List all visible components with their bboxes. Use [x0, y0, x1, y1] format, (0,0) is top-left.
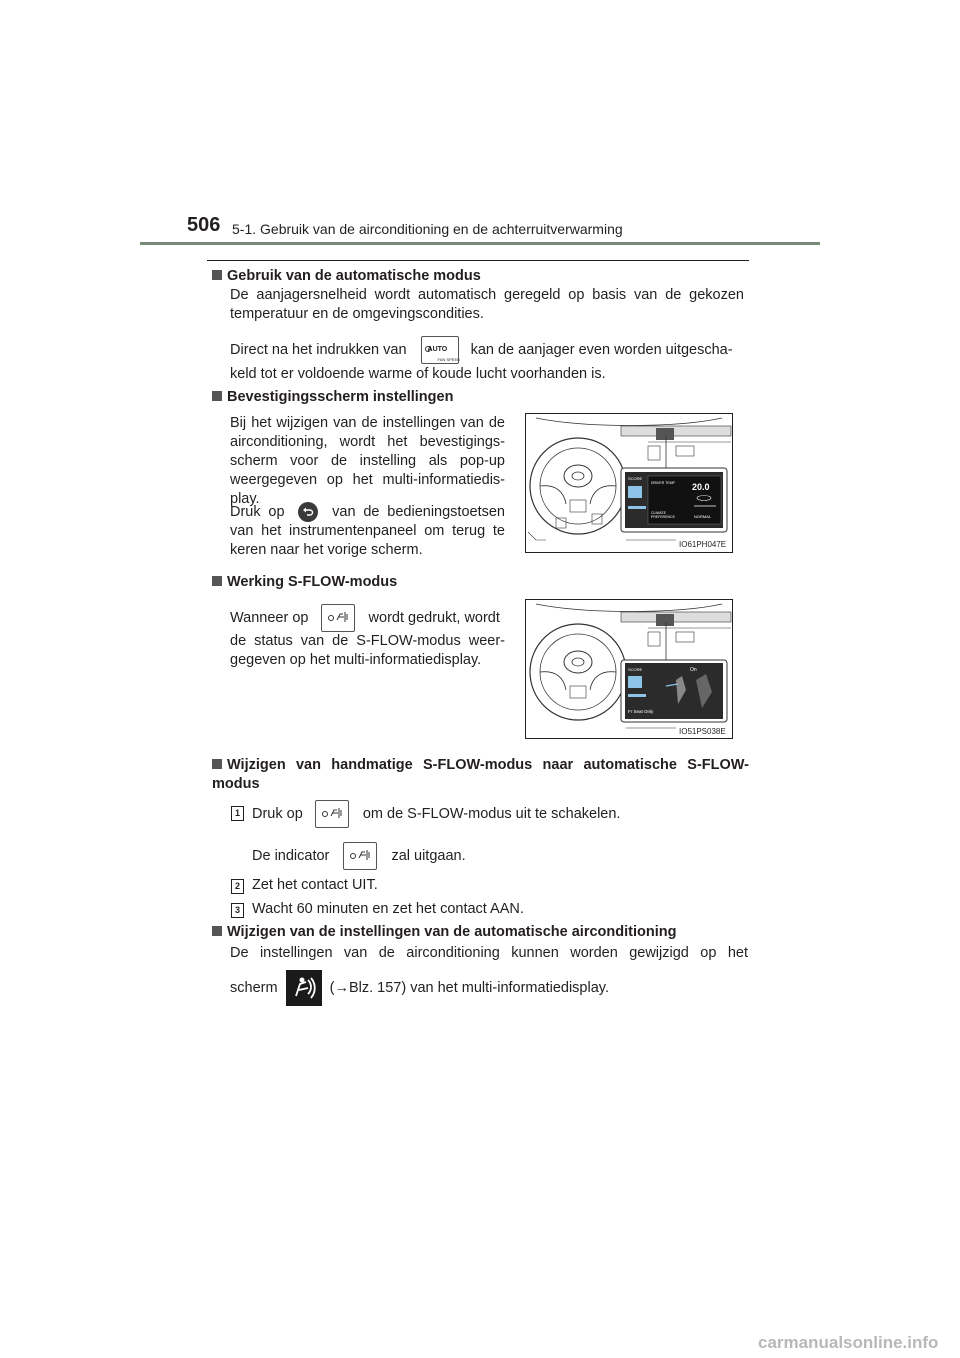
display-temp-value: 20.0	[692, 482, 710, 492]
bullet-square-icon	[212, 576, 222, 586]
section-rule	[207, 260, 749, 261]
change-settings-line1: De instellingen van de airconditioning kunnen worden gewijzigd op het	[230, 945, 748, 961]
sflow-button-icon	[321, 604, 355, 632]
step-number-2: 2	[231, 879, 244, 894]
chapter-title: 5-1. Gebruik van de airconditioning en de achterruitverwarming	[232, 221, 623, 237]
auto-mode-para2: Direct na het indrukken van AUTO FAN SPEED kan de aanjager even worden uitgescha-	[230, 336, 750, 364]
display-on: On	[690, 667, 697, 673]
step-1-text: Druk op om de S-FLOW-modus uit te schakelen.	[252, 800, 620, 828]
display-seat-only: Fr Seat Only	[628, 709, 654, 714]
page-number: 506	[187, 214, 221, 236]
figure-code-1: IO61PH047E	[679, 540, 727, 549]
display-score-2: SCORE	[628, 667, 643, 672]
step-3-text: Wacht 60 minuten en zet het contact AAN.	[252, 901, 524, 917]
step-2-text: Zet het contact UIT.	[252, 877, 378, 893]
auto-button-icon: AUTO FAN SPEED	[421, 336, 459, 364]
figure-code-2: IO51PS038E	[679, 727, 726, 736]
figure-dashboard-confirm	[525, 413, 733, 553]
change-settings-line2: scherm (→Blz. 157) van het multi-informatiedisplay.	[230, 970, 609, 1006]
step-number-1: 1	[231, 806, 244, 821]
confirm-screen-para1: Bij het wijzigen van de instellingen van de airconditioning, wordt het bevestigings-scherm voor de instelling als pop-up weergegeven op het multi-informatiedis-play.	[230, 415, 505, 507]
display-normal: NORMAL	[694, 514, 712, 519]
back-button-icon	[298, 502, 318, 522]
indicator-text: De indicator zal uitgaan.	[252, 842, 466, 870]
display-score: SCORE	[628, 476, 643, 481]
sflow-para-line1: Wanneer op wordt gedrukt, wordt	[230, 604, 510, 632]
confirm-screen-para2: Druk op van de bedieningstoetsen van het instrumentenpaneel om terug te keren naar het vorige scherm.	[230, 503, 505, 558]
auto-mode-para1: De aanjagersnelheid wordt automatisch geregeld op basis van de gekozen temperatuur en de omgevingscondities.	[230, 287, 744, 322]
figure-dashboard-sflow	[525, 599, 733, 739]
heading-manual-to-auto: Wijzigen van handmatige S-FLOW-modus naar automatische S-FLOW-modus	[212, 757, 749, 792]
watermark: carmanualsonline.info	[758, 1333, 939, 1352]
auto-mode-para2-line2: keld tot er voldoende warme of koude lucht voorhanden is.	[230, 366, 606, 382]
display-preference: PREFERENCE	[651, 515, 675, 519]
heading-sflow: Werking S-FLOW-modus	[212, 574, 397, 590]
header-rule	[140, 242, 820, 245]
bullet-square-icon	[212, 270, 222, 280]
heading-confirm-screen: Bevestigingsscherm instellingen	[212, 389, 453, 405]
bullet-square-icon	[212, 391, 222, 401]
display-climate: CLIMATE	[651, 511, 666, 515]
step-number-3: 3	[231, 903, 244, 918]
bullet-square-icon	[212, 759, 222, 769]
bullet-square-icon	[212, 926, 222, 936]
sflow-indicator-icon	[343, 842, 377, 870]
sflow-para-rest: de status van de S-FLOW-modus weer-gegeven op het multi-informatiedisplay.	[230, 633, 505, 668]
display-driver-temp: DRIVER TEMP	[651, 481, 675, 485]
sflow-button-icon	[315, 800, 349, 828]
heading-auto-mode: Gebruik van de automatische modus	[212, 268, 481, 284]
heading-change-settings: Wijzigen van de instellingen van de automatische airconditioning	[212, 924, 676, 940]
climate-settings-icon	[286, 970, 322, 1006]
